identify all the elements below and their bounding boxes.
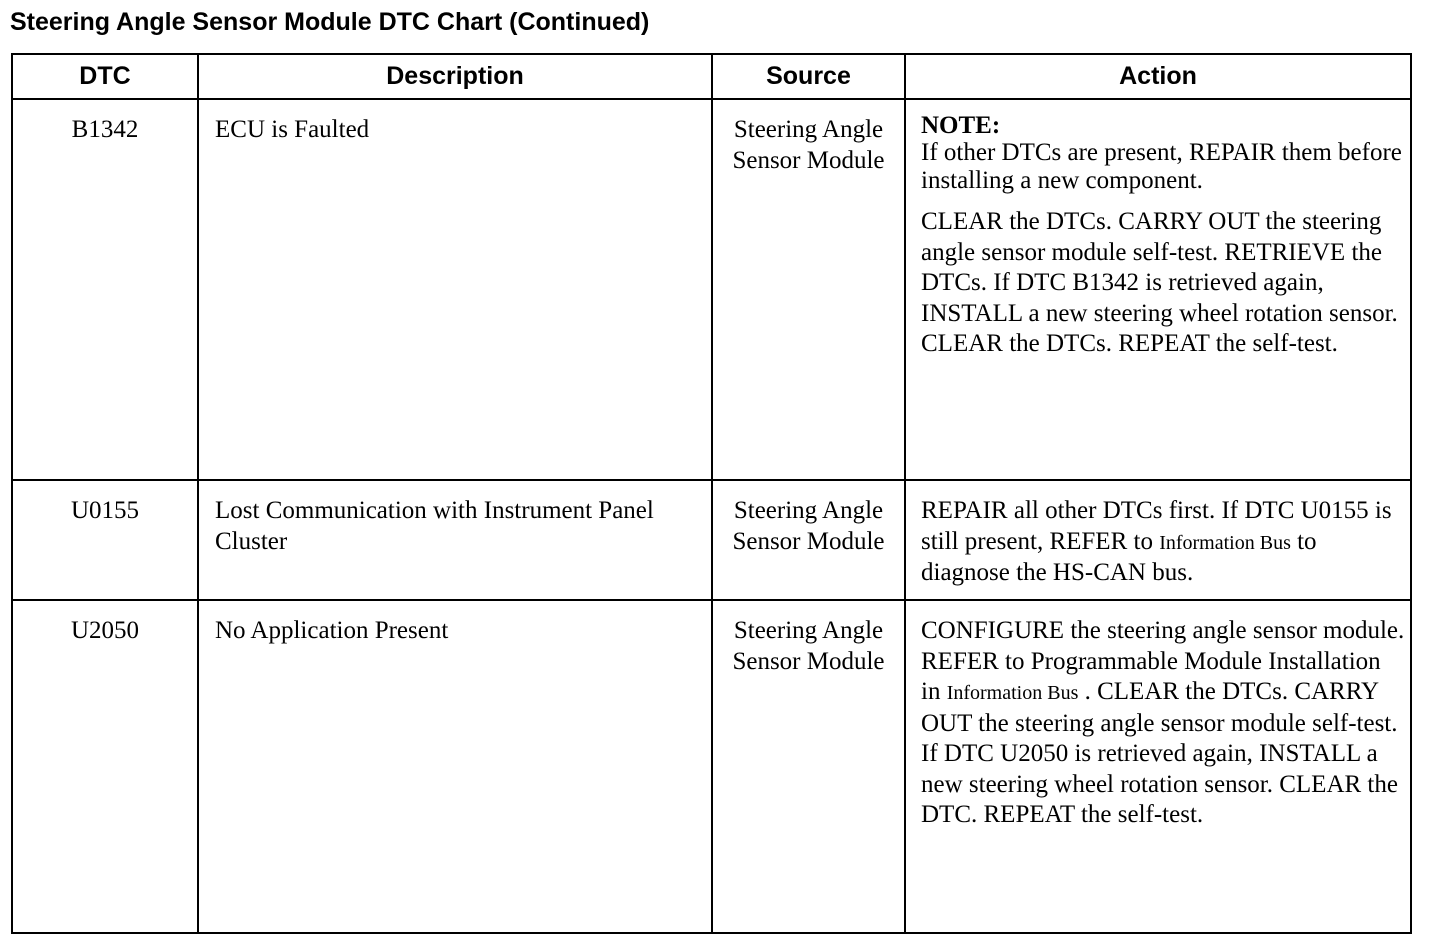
dtc-action bbox=[905, 600, 1411, 933]
dtc-action bbox=[905, 480, 1411, 600]
action-text-continued: to diagnose the HS-CAN bus. bbox=[921, 527, 1317, 586]
dtc-description: Lost Communication with Instrument Panel Cluster bbox=[198, 480, 712, 600]
page-title: Steering Angle Sensor Module DTC Chart (Continued) bbox=[10, 8, 650, 36]
dtc-source: Steering Angle Sensor Module bbox=[712, 480, 905, 600]
dtc-code: U2050 bbox=[12, 600, 198, 933]
action-text: REPAIR all other DTCs first. If DTC U0155 is still present, REFER to bbox=[921, 497, 1392, 555]
note-text: If other DTCs are present, REPAIR them before installing a new component. bbox=[921, 139, 1402, 194]
action-text: CLEAR the DTCs. CARRY OUT the steering angle sensor module self-test. RETRIEVE the DTCs. If DTC B1342 is retrieved again, INSTALL a new steering wheel rotation sensor. CLEAR the DTCs. REPEAT the self-test. bbox=[921, 208, 1398, 357]
dtc-source: Steering Angle Sensor Module bbox=[712, 600, 905, 933]
information-bus-link[interactable]: Information Bus bbox=[1159, 531, 1291, 554]
column-header-action: Action bbox=[905, 54, 1411, 99]
table-row bbox=[12, 600, 1411, 933]
dtc-code: B1342 bbox=[12, 99, 198, 480]
column-header-dtc: DTC bbox=[12, 54, 198, 99]
dtc-description: No Application Present bbox=[198, 600, 712, 933]
table-row bbox=[12, 480, 1411, 600]
column-header-source: Source bbox=[712, 54, 905, 99]
dtc-source: Steering Angle Sensor Module bbox=[712, 99, 905, 480]
dtc-code: U0155 bbox=[12, 480, 198, 600]
action-text: CONFIGURE the steering angle sensor module. REFER to Programmable Module Installation in bbox=[921, 617, 1405, 705]
dtc-chart-table bbox=[11, 53, 1412, 934]
column-header-description: Description bbox=[198, 54, 712, 99]
table-row bbox=[12, 99, 1411, 480]
action-text-continued: . CLEAR the DTCs. CARRY OUT the steering angle sensor module self-test. If DTC U2050 is retrieved again, INSTALL a new steering wheel rotation sensor. CLEAR the DTC. REPEAT the self-test. bbox=[921, 678, 1398, 828]
dtc-description: ECU is Faulted bbox=[198, 99, 712, 480]
note-label: NOTE: bbox=[921, 112, 1001, 139]
table-header-row bbox=[12, 54, 1411, 99]
dtc-action bbox=[905, 99, 1411, 480]
information-bus-link[interactable]: Information Bus bbox=[946, 682, 1079, 704]
